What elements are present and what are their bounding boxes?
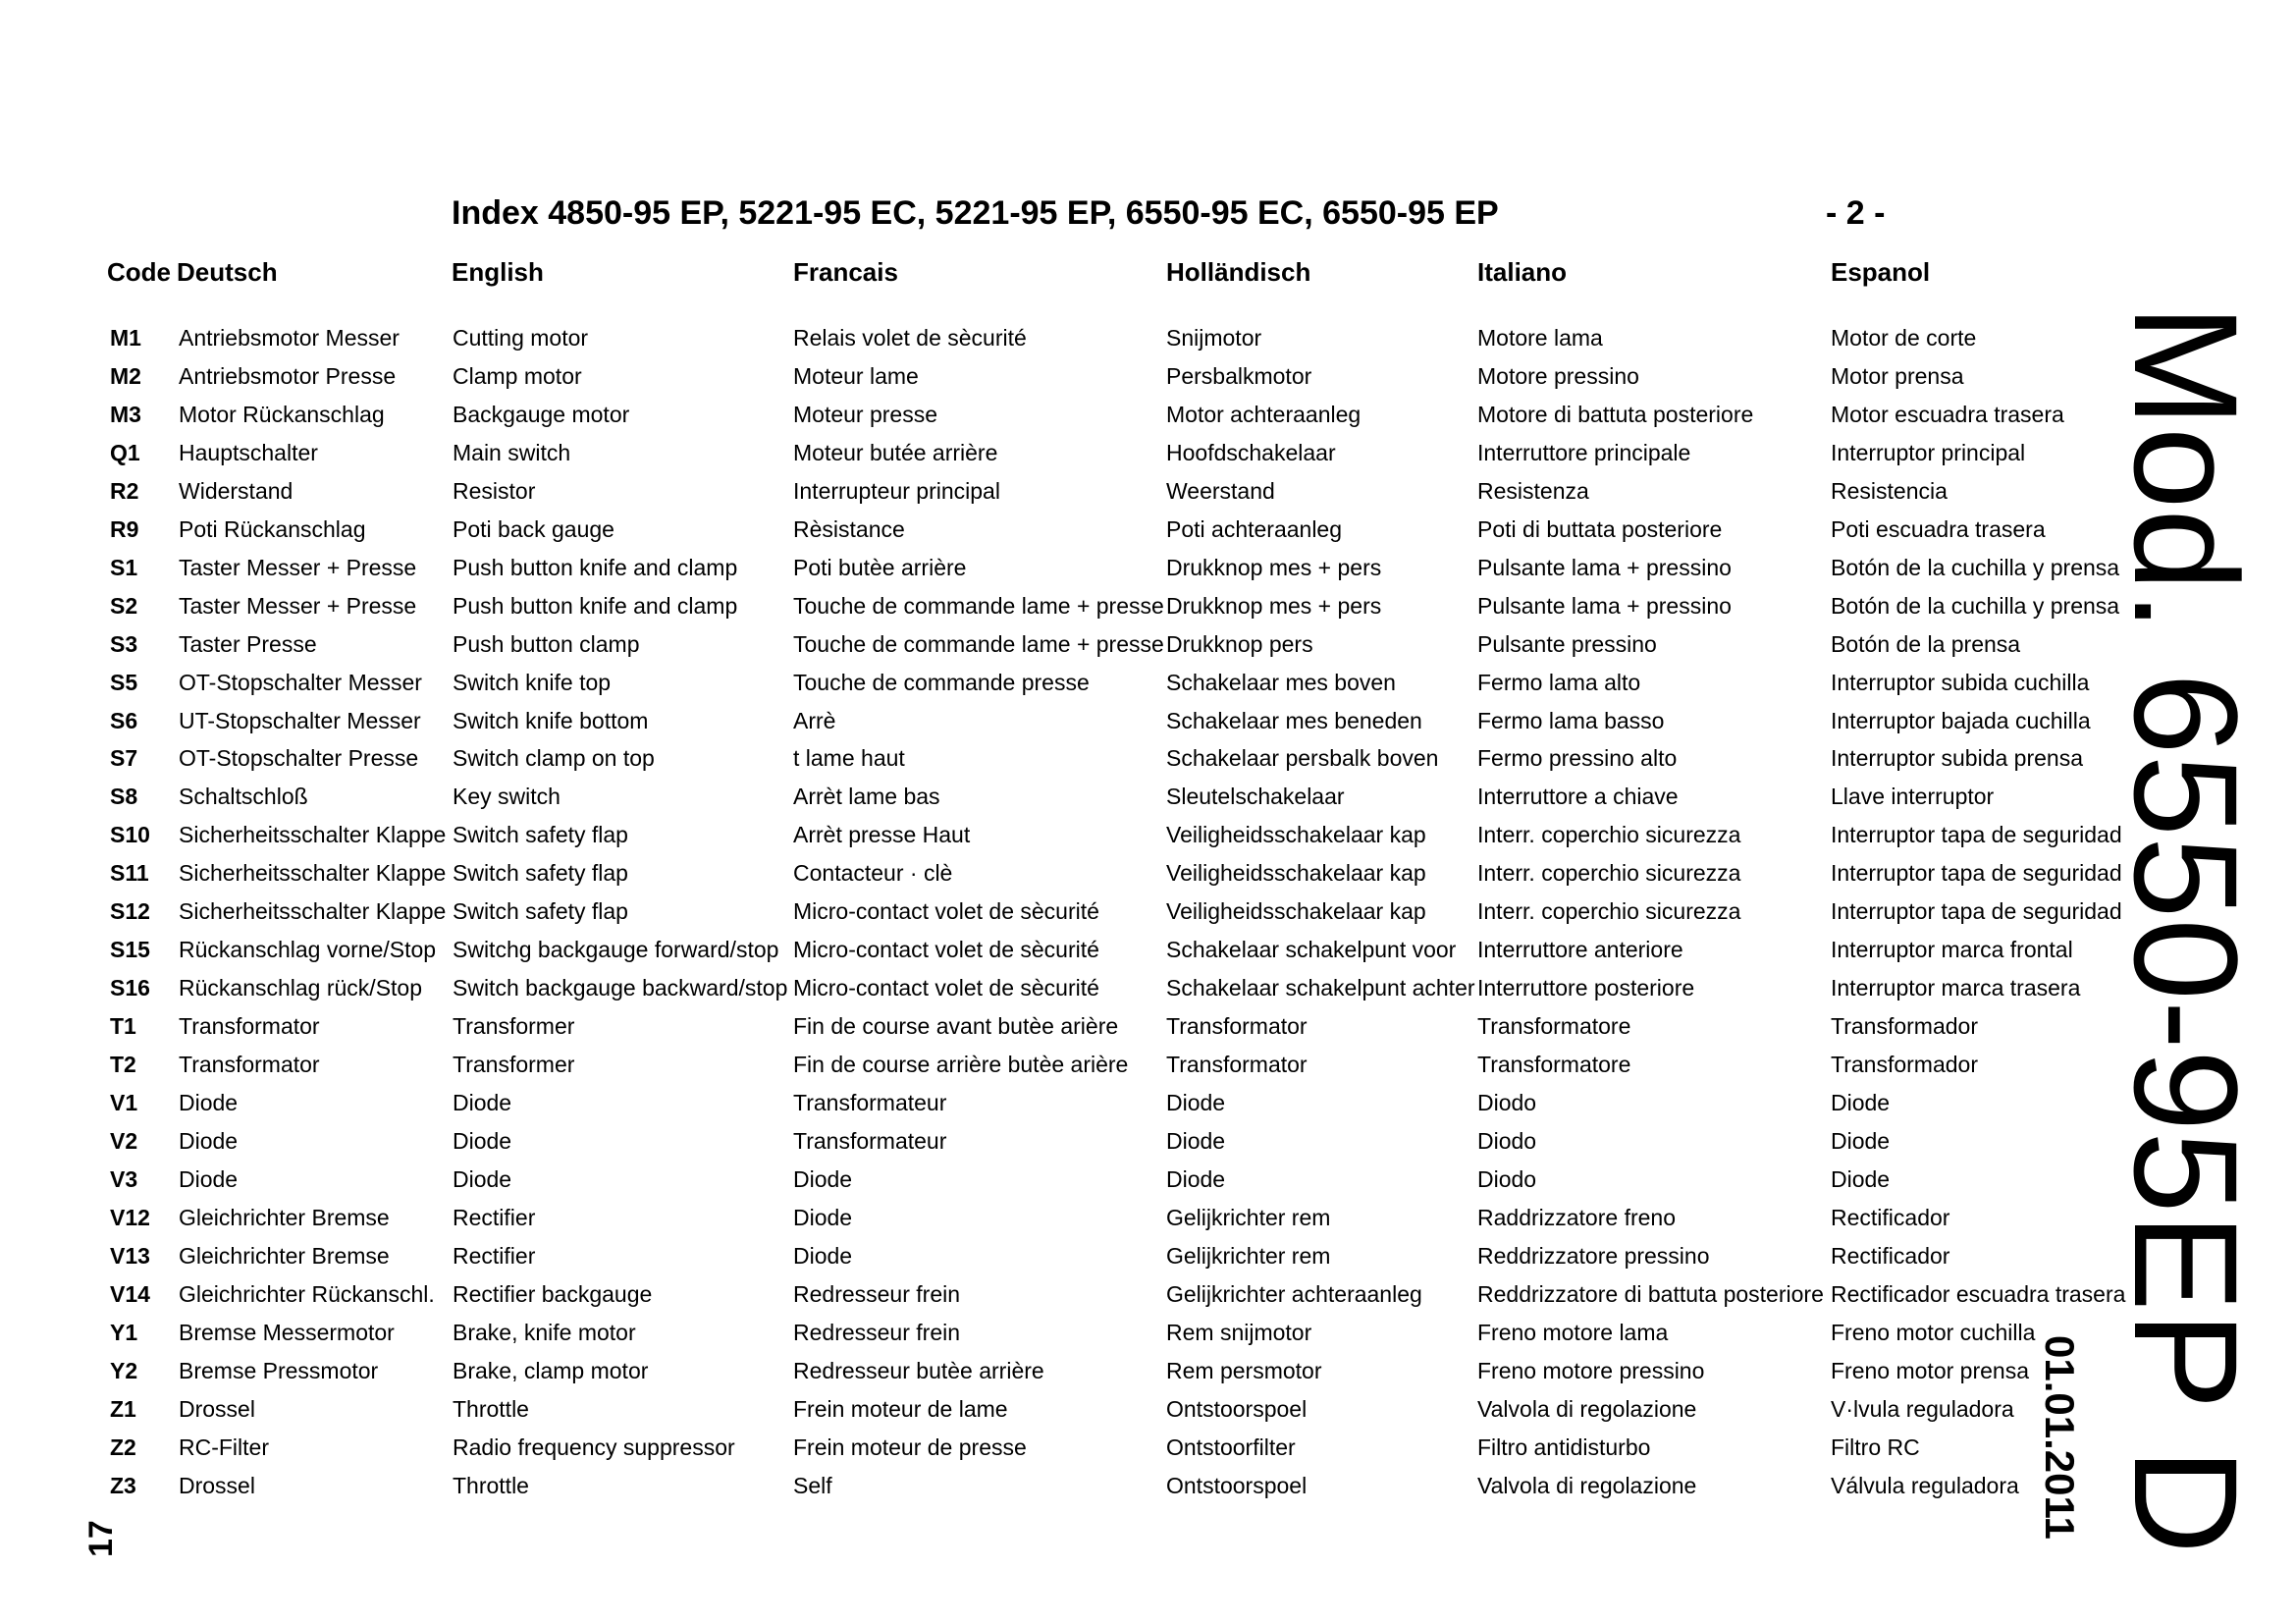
cell-english: Brake, knife motor [453, 1320, 636, 1345]
cell-code: Z1 [110, 1396, 136, 1422]
cell-deutsch: Widerstand [179, 478, 294, 504]
cell-francais: Transformateur [793, 1090, 947, 1115]
cell-code: Z2 [110, 1434, 136, 1460]
cell-espanol: Interruptor bajada cuchilla [1831, 708, 2091, 733]
cell-code: S1 [110, 555, 138, 580]
cell-english: Switch safety flap [453, 822, 628, 847]
cell-italiano: Transformatore [1477, 1052, 1631, 1077]
cell-francais: Frein moteur de presse [793, 1434, 1027, 1460]
cell-espanol: Filtro RC [1831, 1434, 1920, 1460]
cell-francais: Poti butèe arrière [793, 555, 967, 580]
cell-italiano: Pulsante pressino [1477, 631, 1657, 657]
cell-hollandisch: Poti achteraanleg [1166, 516, 1343, 542]
cell-hollandisch: Schakelaar mes boven [1166, 670, 1396, 695]
cell-espanol: Diode [1831, 1166, 1891, 1192]
cell-deutsch: Diode [179, 1128, 239, 1154]
cell-italiano: Interruttore principale [1477, 440, 1691, 465]
cell-hollandisch: Gelijkrichter rem [1166, 1243, 1331, 1269]
cell-hollandisch: Gelijkrichter achteraanleg [1166, 1281, 1422, 1307]
cell-deutsch: OT-Stopschalter Messer [179, 670, 422, 695]
cell-espanol: Diode [1831, 1128, 1891, 1154]
cell-deutsch: Hauptschalter [179, 440, 318, 465]
cell-francais: Arrèt lame bas [793, 784, 940, 809]
cell-english: Transformer [453, 1052, 575, 1077]
cell-francais: Transformateur [793, 1128, 947, 1154]
cell-deutsch: Taster Presse [179, 631, 317, 657]
cell-english: Diode [453, 1128, 512, 1154]
cell-english: Switch safety flap [453, 860, 628, 886]
header-espanol: Espanol [1831, 257, 1931, 287]
cell-english: Push button clamp [453, 631, 640, 657]
cell-english: Switch knife top [453, 670, 612, 695]
cell-francais: Diode [793, 1166, 853, 1192]
cell-espanol: Freno motor prensa [1831, 1358, 2029, 1383]
cell-italiano: Reddrizzatore di battuta posteriore [1477, 1281, 1824, 1307]
cell-code: S16 [110, 975, 150, 1001]
cell-deutsch: Taster Messer + Presse [179, 555, 417, 580]
cell-deutsch: UT-Stopschalter Messer [179, 708, 421, 733]
cell-espanol: Interruptor tapa de seguridad [1831, 822, 2122, 847]
cell-english: Diode [453, 1090, 512, 1115]
cell-english: Switch clamp on top [453, 745, 655, 771]
cell-deutsch: Transformator [179, 1013, 320, 1039]
cell-francais: Micro-contact volet de sècurité [793, 975, 1099, 1001]
cell-italiano: Motore lama [1477, 325, 1603, 351]
cell-espanol: Transformador [1831, 1013, 1978, 1039]
cell-english: Switch knife bottom [453, 708, 649, 733]
cell-code: V14 [110, 1281, 150, 1307]
cell-deutsch: Sicherheitsschalter Klappe [179, 898, 447, 924]
cell-espanol: Interruptor tapa de seguridad [1831, 898, 2122, 924]
cell-english: Throttle [453, 1473, 529, 1498]
cell-hollandisch: Transformator [1166, 1052, 1308, 1077]
cell-code: Y2 [110, 1358, 138, 1383]
cell-code: V12 [110, 1205, 150, 1230]
cell-deutsch: Rückanschlag rück/Stop [179, 975, 423, 1001]
cell-code: Q1 [110, 440, 140, 465]
cell-deutsch: Bremse Messermotor [179, 1320, 395, 1345]
cell-italiano: Interr. coperchio sicurezza [1477, 898, 1741, 924]
cell-hollandisch: Transformator [1166, 1013, 1308, 1039]
cell-deutsch: Motor Rückanschlag [179, 402, 385, 427]
header-italiano: Italiano [1477, 257, 1568, 287]
cell-code: S10 [110, 822, 150, 847]
cell-francais: Arrèt presse Haut [793, 822, 971, 847]
cell-espanol: V·lvula reguladora [1831, 1396, 2014, 1422]
cell-francais: Moteur lame [793, 363, 919, 389]
cell-italiano: Raddrizzatore freno [1477, 1205, 1676, 1230]
cell-francais: Fin de course arrière butèe arière [793, 1052, 1129, 1077]
cell-deutsch: Sicherheitsschalter Klappe [179, 822, 447, 847]
cell-english: Rectifier backgauge [453, 1281, 653, 1307]
cell-code: R9 [110, 516, 139, 542]
cell-italiano: Interruttore anteriore [1477, 937, 1683, 962]
cell-english: Radio frequency suppressor [453, 1434, 735, 1460]
cell-english: Rectifier [453, 1205, 536, 1230]
cell-code: M3 [110, 402, 141, 427]
cell-english: Resistor [453, 478, 536, 504]
cell-english: Key switch [453, 784, 561, 809]
cell-hollandisch: Motor achteraanleg [1166, 402, 1362, 427]
cell-english: Transformer [453, 1013, 575, 1039]
cell-code: T1 [110, 1013, 136, 1039]
cell-hollandisch: Weerstand [1166, 478, 1275, 504]
cell-deutsch: Transformator [179, 1052, 320, 1077]
side-model-label: Mod. 6550-95EP D [2104, 304, 2269, 1555]
cell-espanol: Interruptor principal [1831, 440, 2026, 465]
cell-espanol: Motor prensa [1831, 363, 1964, 389]
cell-hollandisch: Drukknop pers [1166, 631, 1313, 657]
cell-francais: t lame haut [793, 745, 905, 771]
cell-hollandisch: Ontstoorfilter [1166, 1434, 1296, 1460]
cell-francais: Touche de commande lame + presse [793, 593, 1164, 619]
page-marker: - 2 - [1826, 194, 1886, 232]
cell-italiano: Interr. coperchio sicurezza [1477, 860, 1741, 886]
cell-italiano: Diodo [1477, 1166, 1537, 1192]
cell-code: S5 [110, 670, 138, 695]
cell-italiano: Fermo lama alto [1477, 670, 1641, 695]
cell-english: Throttle [453, 1396, 529, 1422]
cell-deutsch: Drossel [179, 1396, 255, 1422]
cell-english: Clamp motor [453, 363, 582, 389]
cell-deutsch: Diode [179, 1090, 239, 1115]
cell-italiano: Valvola di regolazione [1477, 1473, 1697, 1498]
cell-hollandisch: Veiligheidsschakelaar kap [1166, 822, 1426, 847]
cell-francais: Self [793, 1473, 832, 1498]
cell-espanol: Botón de la prensa [1831, 631, 2021, 657]
cell-deutsch: Bremse Pressmotor [179, 1358, 379, 1383]
cell-code: V2 [110, 1128, 138, 1154]
cell-espanol: Poti escuadra trasera [1831, 516, 2046, 542]
cell-hollandisch: Gelijkrichter rem [1166, 1205, 1331, 1230]
cell-espanol: Interruptor marca frontal [1831, 937, 2073, 962]
cell-hollandisch: Veiligheidsschakelaar kap [1166, 860, 1426, 886]
cell-francais: Frein moteur de lame [793, 1396, 1008, 1422]
cell-deutsch: Gleichrichter Bremse [179, 1205, 390, 1230]
cell-italiano: Motore di battuta posteriore [1477, 402, 1754, 427]
cell-francais: Touche de commande presse [793, 670, 1090, 695]
cell-hollandisch: Veiligheidsschakelaar kap [1166, 898, 1426, 924]
cell-deutsch: Diode [179, 1166, 239, 1192]
cell-code: M1 [110, 325, 141, 351]
cell-italiano: Resistenza [1477, 478, 1589, 504]
cell-francais: Relais volet de sècurité [793, 325, 1027, 351]
cell-francais: Interrupteur principal [793, 478, 1000, 504]
cell-francais: Rèsistance [793, 516, 905, 542]
cell-italiano: Freno motore pressino [1477, 1358, 1705, 1383]
cell-francais: Arrè [793, 708, 836, 733]
cell-espanol: Válvula reguladora [1831, 1473, 2019, 1498]
cell-deutsch: Sicherheitsschalter Klappe [179, 860, 447, 886]
cell-code: S11 [110, 860, 149, 886]
cell-code: S2 [110, 593, 138, 619]
cell-hollandisch: Diode [1166, 1128, 1226, 1154]
cell-francais: Diode [793, 1243, 853, 1269]
cell-hollandisch: Diode [1166, 1090, 1226, 1115]
cell-english: Switch backgauge backward/stop [453, 975, 788, 1001]
cell-english: Switch safety flap [453, 898, 628, 924]
cell-italiano: Diodo [1477, 1128, 1537, 1154]
cell-code: Z3 [110, 1473, 136, 1498]
cell-english: Push button knife and clamp [453, 555, 738, 580]
cell-espanol: Transformador [1831, 1052, 1978, 1077]
cell-hollandisch: Ontstoorspoel [1166, 1396, 1308, 1422]
cell-deutsch: Taster Messer + Presse [179, 593, 417, 619]
cell-deutsch: Antriebsmotor Presse [179, 363, 397, 389]
cell-code: S6 [110, 708, 138, 733]
cell-english: Brake, clamp motor [453, 1358, 649, 1383]
cell-espanol: Botón de la cuchilla y prensa [1831, 555, 2120, 580]
cell-code: Y1 [110, 1320, 138, 1345]
cell-hollandisch: Schakelaar schakelpunt voor [1166, 937, 1457, 962]
cell-espanol: Interruptor tapa de seguridad [1831, 860, 2122, 886]
cell-italiano: Pulsante lama + pressino [1477, 593, 1732, 619]
cell-hollandisch: Drukknop mes + pers [1166, 593, 1382, 619]
cell-hollandisch: Schakelaar schakelpunt achter [1166, 975, 1475, 1001]
cell-francais: Touche de commande lame + presse [793, 631, 1164, 657]
cell-espanol: Diode [1831, 1090, 1891, 1115]
cell-deutsch: Rückanschlag vorne/Stop [179, 937, 437, 962]
cell-hollandisch: Schakelaar persbalk boven [1166, 745, 1439, 771]
cell-espanol: Interruptor subida cuchilla [1831, 670, 2090, 695]
cell-espanol: Freno motor cuchilla [1831, 1320, 2036, 1345]
cell-deutsch: Gleichrichter Bremse [179, 1243, 390, 1269]
cell-code: S7 [110, 745, 138, 771]
cell-francais: Redresseur butèe arrière [793, 1358, 1044, 1383]
cell-espanol: Interruptor subida prensa [1831, 745, 2083, 771]
cell-italiano: Freno motore lama [1477, 1320, 1669, 1345]
cell-francais: Moteur butée arrière [793, 440, 998, 465]
cell-hollandisch: Sleutelschakelaar [1166, 784, 1345, 809]
cell-code: S3 [110, 631, 138, 657]
cell-espanol: Resistencia [1831, 478, 1948, 504]
document-title: Index 4850-95 EP, 5221-95 EC, 5221-95 EP, 6550-95 EC, 6550-95 EP [452, 194, 1499, 232]
cell-francais: Fin de course avant butèe arière [793, 1013, 1119, 1039]
cell-english: Backgauge motor [453, 402, 630, 427]
cell-hollandisch: Rem snijmotor [1166, 1320, 1312, 1345]
cell-francais: Micro-contact volet de sècurité [793, 898, 1099, 924]
cell-francais: Redresseur frein [793, 1320, 961, 1345]
cell-code: S12 [110, 898, 150, 924]
cell-code: V13 [110, 1243, 150, 1269]
cell-espanol: Botón de la cuchilla y prensa [1831, 593, 2120, 619]
cell-italiano: Pulsante lama + pressino [1477, 555, 1732, 580]
side-page-number: 17 [82, 1520, 120, 1557]
cell-italiano: Motore pressino [1477, 363, 1639, 389]
side-date: 01.01.2011 [2037, 1335, 2083, 1540]
cell-italiano: Filtro antidisturbo [1477, 1434, 1651, 1460]
cell-english: Switchg backgauge forward/stop [453, 937, 779, 962]
cell-espanol: Interruptor marca trasera [1831, 975, 2081, 1001]
cell-deutsch: Drossel [179, 1473, 255, 1498]
cell-deutsch: RC-Filter [179, 1434, 269, 1460]
cell-english: Main switch [453, 440, 571, 465]
header-code: Code [107, 257, 171, 287]
cell-francais: Diode [793, 1205, 853, 1230]
cell-espanol: Rectificador [1831, 1243, 1950, 1269]
cell-code: M2 [110, 363, 141, 389]
cell-deutsch: Schaltschloß [179, 784, 308, 809]
cell-italiano: Interruttore posteriore [1477, 975, 1695, 1001]
header-hollandisch: Holländisch [1166, 257, 1311, 287]
cell-italiano: Transformatore [1477, 1013, 1631, 1039]
cell-code: T2 [110, 1052, 136, 1077]
cell-francais: Moteur presse [793, 402, 938, 427]
cell-espanol: Rectificador escuadra trasera [1831, 1281, 2126, 1307]
cell-espanol: Motor escuadra trasera [1831, 402, 2064, 427]
cell-english: Poti back gauge [453, 516, 614, 542]
cell-english: Push button knife and clamp [453, 593, 738, 619]
cell-code: S15 [110, 937, 150, 962]
cell-italiano: Fermo pressino alto [1477, 745, 1678, 771]
cell-italiano: Reddrizzatore pressino [1477, 1243, 1710, 1269]
cell-hollandisch: Drukknop mes + pers [1166, 555, 1382, 580]
cell-hollandisch: Diode [1166, 1166, 1226, 1192]
cell-italiano: Interr. coperchio sicurezza [1477, 822, 1741, 847]
cell-deutsch: Antriebsmotor Messer [179, 325, 400, 351]
cell-espanol: Llave interruptor [1831, 784, 1995, 809]
cell-espanol: Motor de corte [1831, 325, 1977, 351]
cell-hollandisch: Rem persmotor [1166, 1358, 1322, 1383]
cell-italiano: Diodo [1477, 1090, 1537, 1115]
cell-code: V1 [110, 1090, 138, 1115]
cell-hollandisch: Schakelaar mes beneden [1166, 708, 1422, 733]
cell-english: Rectifier [453, 1243, 536, 1269]
cell-francais: Micro-contact volet de sècurité [793, 937, 1099, 962]
cell-code: R2 [110, 478, 139, 504]
cell-francais: Redresseur frein [793, 1281, 961, 1307]
cell-italiano: Fermo lama basso [1477, 708, 1665, 733]
cell-espanol: Rectificador [1831, 1205, 1950, 1230]
cell-code: V3 [110, 1166, 138, 1192]
header-deutsch: Deutsch [177, 257, 278, 287]
cell-hollandisch: Snijmotor [1166, 325, 1262, 351]
cell-code: S8 [110, 784, 138, 809]
cell-hollandisch: Hoofdschakelaar [1166, 440, 1336, 465]
cell-deutsch: Poti Rückanschlag [179, 516, 366, 542]
cell-english: Cutting motor [453, 325, 589, 351]
cell-english: Diode [453, 1166, 512, 1192]
cell-deutsch: Gleichrichter Rückanschl. [179, 1281, 435, 1307]
header-english: English [452, 257, 544, 287]
cell-hollandisch: Persbalkmotor [1166, 363, 1312, 389]
cell-hollandisch: Ontstoorspoel [1166, 1473, 1308, 1498]
cell-italiano: Poti di buttata posteriore [1477, 516, 1723, 542]
cell-francais: Contacteur · clè [793, 860, 953, 886]
cell-italiano: Valvola di regolazione [1477, 1396, 1697, 1422]
cell-deutsch: OT-Stopschalter Presse [179, 745, 419, 771]
cell-italiano: Interruttore a chiave [1477, 784, 1679, 809]
header-francais: Francais [793, 257, 898, 287]
